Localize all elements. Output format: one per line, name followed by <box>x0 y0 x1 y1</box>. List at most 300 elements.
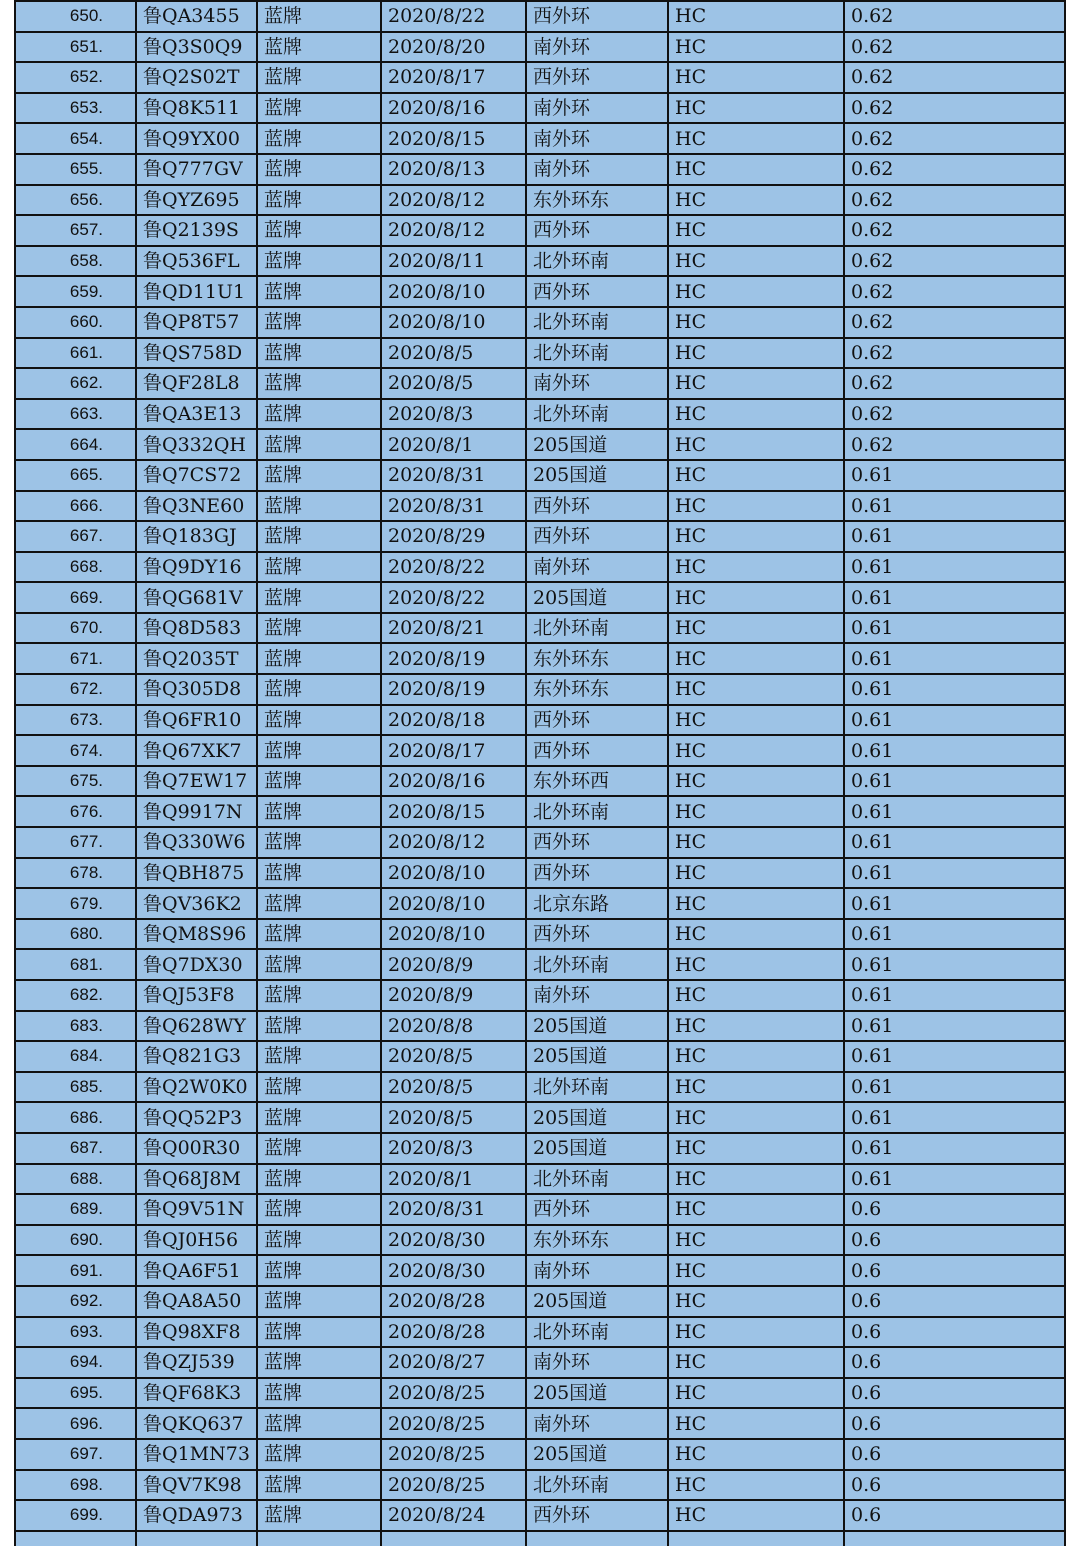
empty-cell <box>257 1531 381 1546</box>
value-cell: 0.62 <box>844 185 1065 216</box>
location-cell: 西外环 <box>526 1500 668 1531</box>
plate-color-cell: 蓝牌 <box>257 368 381 399</box>
value-cell: 0.61 <box>844 674 1065 705</box>
location-cell: 西外环 <box>526 705 668 736</box>
plate-color-cell: 蓝牌 <box>257 552 381 583</box>
row-number-cell: 675. <box>15 766 136 797</box>
location-cell: 北外环南 <box>526 246 668 277</box>
value-cell: 0.62 <box>844 368 1065 399</box>
location-cell: 西外环 <box>526 919 668 950</box>
test-date-cell: 2020/8/25 <box>381 1439 526 1470</box>
pollutant-cell: HC <box>668 1500 844 1531</box>
table-row <box>15 460 1065 491</box>
plate-color-cell: 蓝牌 <box>257 1347 381 1378</box>
plate-color-cell: 蓝牌 <box>257 1102 381 1133</box>
location-cell: 南外环 <box>526 32 668 63</box>
table-row <box>15 1439 1065 1470</box>
row-number-cell: 683. <box>15 1011 136 1042</box>
table-row <box>15 307 1065 338</box>
plate-number-cell: 鲁Q9DY16 <box>136 552 257 583</box>
row-number-cell: 668. <box>15 552 136 583</box>
location-cell: 北外环南 <box>526 1470 668 1501</box>
pollutant-cell: HC <box>668 93 844 124</box>
test-date-cell: 2020/8/24 <box>381 1500 526 1531</box>
plate-number-cell: 鲁QV36K2 <box>136 888 257 919</box>
pollutant-cell: HC <box>668 246 844 277</box>
location-cell: 西外环 <box>526 1194 668 1225</box>
value-cell: 0.62 <box>844 154 1065 185</box>
plate-color-cell: 蓝牌 <box>257 491 381 522</box>
plate-number-cell: 鲁Q6FR10 <box>136 705 257 736</box>
plate-number-cell: 鲁QDA973 <box>136 1500 257 1531</box>
plate-number-cell: 鲁Q7CS72 <box>136 460 257 491</box>
location-cell: 西外环 <box>526 215 668 246</box>
pollutant-cell: HC <box>668 827 844 858</box>
plate-color-cell: 蓝牌 <box>257 246 381 277</box>
test-date-cell: 2020/8/22 <box>381 1 526 32</box>
test-date-cell: 2020/8/31 <box>381 491 526 522</box>
value-cell: 0.6 <box>844 1255 1065 1286</box>
location-cell: 南外环 <box>526 552 668 583</box>
test-date-cell: 2020/8/10 <box>381 919 526 950</box>
pollutant-cell: HC <box>668 858 844 889</box>
pollutant-cell: HC <box>668 1102 844 1133</box>
pollutant-cell: HC <box>668 1225 844 1256</box>
plate-number-cell: 鲁QA3455 <box>136 1 257 32</box>
table-row <box>15 1378 1065 1409</box>
plate-number-cell: 鲁QKQ637 <box>136 1408 257 1439</box>
plate-number-cell: 鲁Q821G3 <box>136 1041 257 1072</box>
table-row <box>15 1347 1065 1378</box>
row-number-cell: 677. <box>15 827 136 858</box>
plate-number-cell: 鲁QA6F51 <box>136 1255 257 1286</box>
plate-color-cell: 蓝牌 <box>257 1317 381 1348</box>
value-cell: 0.61 <box>844 1041 1065 1072</box>
row-number-cell: 653. <box>15 93 136 124</box>
plate-number-cell: 鲁Q330W6 <box>136 827 257 858</box>
table-row <box>15 827 1065 858</box>
value-cell: 0.61 <box>844 705 1065 736</box>
row-number-cell: 686. <box>15 1102 136 1133</box>
value-cell: 0.62 <box>844 307 1065 338</box>
plate-number-cell: 鲁Q2W0K0 <box>136 1072 257 1103</box>
row-number-cell: 682. <box>15 980 136 1011</box>
pollutant-cell: HC <box>668 613 844 644</box>
value-cell: 0.61 <box>844 919 1065 950</box>
plate-color-cell: 蓝牌 <box>257 674 381 705</box>
test-date-cell: 2020/8/8 <box>381 1011 526 1042</box>
table-row <box>15 32 1065 63</box>
plate-color-cell: 蓝牌 <box>257 613 381 644</box>
row-number-cell: 690. <box>15 1225 136 1256</box>
plate-color-cell: 蓝牌 <box>257 858 381 889</box>
row-number-cell: 680. <box>15 919 136 950</box>
table-row <box>15 582 1065 613</box>
plate-color-cell: 蓝牌 <box>257 307 381 338</box>
row-number-cell: 685. <box>15 1072 136 1103</box>
row-number-cell: 660. <box>15 307 136 338</box>
location-cell: 东外环东 <box>526 185 668 216</box>
pollutant-cell: HC <box>668 1347 844 1378</box>
location-cell: 205国道 <box>526 1041 668 1072</box>
plate-color-cell: 蓝牌 <box>257 185 381 216</box>
empty-cell <box>668 1531 844 1546</box>
empty-cell <box>15 1531 136 1546</box>
plate-color-cell: 蓝牌 <box>257 276 381 307</box>
value-cell: 0.6 <box>844 1286 1065 1317</box>
plate-color-cell: 蓝牌 <box>257 338 381 369</box>
value-cell: 0.62 <box>844 32 1065 63</box>
row-number-cell: 693. <box>15 1317 136 1348</box>
row-number-cell: 671. <box>15 643 136 674</box>
plate-number-cell: 鲁Q536FL <box>136 246 257 277</box>
test-date-cell: 2020/8/28 <box>381 1317 526 1348</box>
location-cell: 南外环 <box>526 1408 668 1439</box>
pollutant-cell: HC <box>668 1408 844 1439</box>
value-cell: 0.62 <box>844 1 1065 32</box>
table-row-cut-off <box>15 1531 1065 1546</box>
row-number-cell: 695. <box>15 1378 136 1409</box>
location-cell: 东外环西 <box>526 766 668 797</box>
table-row <box>15 215 1065 246</box>
plate-number-cell: 鲁QF28L8 <box>136 368 257 399</box>
empty-cell <box>526 1531 668 1546</box>
pollutant-cell: HC <box>668 705 844 736</box>
test-date-cell: 2020/8/5 <box>381 338 526 369</box>
plate-color-cell: 蓝牌 <box>257 705 381 736</box>
test-date-cell: 2020/8/27 <box>381 1347 526 1378</box>
test-date-cell: 2020/8/1 <box>381 429 526 460</box>
location-cell: 205国道 <box>526 1102 668 1133</box>
plate-number-cell: 鲁Q8D583 <box>136 613 257 644</box>
location-cell: 205国道 <box>526 460 668 491</box>
plate-color-cell: 蓝牌 <box>257 1378 381 1409</box>
value-cell: 0.61 <box>844 949 1065 980</box>
plate-color-cell: 蓝牌 <box>257 1500 381 1531</box>
plate-color-cell: 蓝牌 <box>257 919 381 950</box>
location-cell: 北外环南 <box>526 1317 668 1348</box>
row-number-cell: 689. <box>15 1194 136 1225</box>
plate-color-cell: 蓝牌 <box>257 1194 381 1225</box>
plate-number-cell: 鲁Q3NE60 <box>136 491 257 522</box>
test-date-cell: 2020/8/28 <box>381 1286 526 1317</box>
value-cell: 0.61 <box>844 1072 1065 1103</box>
value-cell: 0.61 <box>844 521 1065 552</box>
row-number-cell: 663. <box>15 399 136 430</box>
pollutant-cell: HC <box>668 796 844 827</box>
test-date-cell: 2020/8/10 <box>381 307 526 338</box>
location-cell: 205国道 <box>526 582 668 613</box>
table-row <box>15 276 1065 307</box>
table-row <box>15 185 1065 216</box>
plate-color-cell: 蓝牌 <box>257 1286 381 1317</box>
table-row <box>15 1286 1065 1317</box>
plate-number-cell: 鲁Q00R30 <box>136 1133 257 1164</box>
table-row <box>15 1194 1065 1225</box>
plate-number-cell: 鲁QJ53F8 <box>136 980 257 1011</box>
test-date-cell: 2020/8/18 <box>381 705 526 736</box>
pollutant-cell: HC <box>668 1164 844 1195</box>
pollutant-cell: HC <box>668 1317 844 1348</box>
test-date-cell: 2020/8/12 <box>381 185 526 216</box>
location-cell: 205国道 <box>526 1286 668 1317</box>
value-cell: 0.6 <box>844 1194 1065 1225</box>
test-date-cell: 2020/8/17 <box>381 735 526 766</box>
value-cell: 0.61 <box>844 1102 1065 1133</box>
row-number-cell: 657. <box>15 215 136 246</box>
location-cell: 205国道 <box>526 1439 668 1470</box>
pollutant-cell: HC <box>668 521 844 552</box>
value-cell: 0.61 <box>844 491 1065 522</box>
location-cell: 西外环 <box>526 858 668 889</box>
table-row <box>15 949 1065 980</box>
value-cell: 0.6 <box>844 1408 1065 1439</box>
test-date-cell: 2020/8/5 <box>381 1102 526 1133</box>
pollutant-cell: HC <box>668 399 844 430</box>
table-row <box>15 796 1065 827</box>
pollutant-cell: HC <box>668 735 844 766</box>
table-row <box>15 429 1065 460</box>
value-cell: 0.61 <box>844 858 1065 889</box>
table-row <box>15 858 1065 889</box>
plate-number-cell: 鲁Q183GJ <box>136 521 257 552</box>
test-date-cell: 2020/8/31 <box>381 460 526 491</box>
row-number-cell: 687. <box>15 1133 136 1164</box>
value-cell: 0.61 <box>844 613 1065 644</box>
plate-color-cell: 蓝牌 <box>257 888 381 919</box>
test-date-cell: 2020/8/16 <box>381 766 526 797</box>
location-cell: 北外环南 <box>526 796 668 827</box>
table-row <box>15 1317 1065 1348</box>
row-number-cell: 658. <box>15 246 136 277</box>
table-row <box>15 154 1065 185</box>
test-date-cell: 2020/8/5 <box>381 1041 526 1072</box>
plate-number-cell: 鲁Q3S0Q9 <box>136 32 257 63</box>
test-date-cell: 2020/8/29 <box>381 521 526 552</box>
plate-color-cell: 蓝牌 <box>257 429 381 460</box>
plate-color-cell: 蓝牌 <box>257 796 381 827</box>
plate-color-cell: 蓝牌 <box>257 399 381 430</box>
plate-number-cell: 鲁Q2139S <box>136 215 257 246</box>
location-cell: 北外环南 <box>526 338 668 369</box>
plate-color-cell: 蓝牌 <box>257 123 381 154</box>
plate-number-cell: 鲁QV7K98 <box>136 1470 257 1501</box>
row-number-cell: 681. <box>15 949 136 980</box>
test-date-cell: 2020/8/10 <box>381 276 526 307</box>
test-date-cell: 2020/8/30 <box>381 1225 526 1256</box>
test-date-cell: 2020/8/1 <box>381 1164 526 1195</box>
plate-color-cell: 蓝牌 <box>257 93 381 124</box>
value-cell: 0.62 <box>844 215 1065 246</box>
location-cell: 205国道 <box>526 429 668 460</box>
location-cell: 东外环东 <box>526 674 668 705</box>
plate-number-cell: 鲁Q2035T <box>136 643 257 674</box>
plate-color-cell: 蓝牌 <box>257 1072 381 1103</box>
row-number-cell: 694. <box>15 1347 136 1378</box>
test-date-cell: 2020/8/25 <box>381 1470 526 1501</box>
empty-cell <box>844 1531 1065 1546</box>
test-date-cell: 2020/8/16 <box>381 93 526 124</box>
location-cell: 北外环南 <box>526 399 668 430</box>
plate-color-cell: 蓝牌 <box>257 1133 381 1164</box>
location-cell: 西外环 <box>526 1 668 32</box>
plate-color-cell: 蓝牌 <box>257 1041 381 1072</box>
table-row <box>15 919 1065 950</box>
test-date-cell: 2020/8/30 <box>381 1255 526 1286</box>
table-body <box>15 1 1065 1546</box>
plate-color-cell: 蓝牌 <box>257 827 381 858</box>
table-row <box>15 521 1065 552</box>
table-row <box>15 613 1065 644</box>
row-number-cell: 659. <box>15 276 136 307</box>
value-cell: 0.61 <box>844 766 1065 797</box>
location-cell: 南外环 <box>526 123 668 154</box>
row-number-cell: 697. <box>15 1439 136 1470</box>
pollutant-cell: HC <box>668 460 844 491</box>
row-number-cell: 679. <box>15 888 136 919</box>
table-row <box>15 643 1065 674</box>
plate-number-cell: 鲁QM8S96 <box>136 919 257 950</box>
pollutant-cell: HC <box>668 62 844 93</box>
value-cell: 0.62 <box>844 338 1065 369</box>
row-number-cell: 674. <box>15 735 136 766</box>
row-number-cell: 672. <box>15 674 136 705</box>
plate-number-cell: 鲁Q9917N <box>136 796 257 827</box>
value-cell: 0.62 <box>844 399 1065 430</box>
table-row <box>15 1011 1065 1042</box>
pollutant-cell: HC <box>668 1 844 32</box>
value-cell: 0.62 <box>844 276 1065 307</box>
test-date-cell: 2020/8/15 <box>381 123 526 154</box>
empty-cell <box>381 1531 526 1546</box>
pollutant-cell: HC <box>668 1194 844 1225</box>
pollutant-cell: HC <box>668 582 844 613</box>
value-cell: 0.61 <box>844 827 1065 858</box>
row-number-cell: 696. <box>15 1408 136 1439</box>
value-cell: 0.61 <box>844 552 1065 583</box>
plate-color-cell: 蓝牌 <box>257 949 381 980</box>
pollutant-cell: HC <box>668 1255 844 1286</box>
pollutant-cell: HC <box>668 1011 844 1042</box>
plate-color-cell: 蓝牌 <box>257 1470 381 1501</box>
plate-number-cell: 鲁Q305D8 <box>136 674 257 705</box>
table-row <box>15 1408 1065 1439</box>
plate-number-cell: 鲁QF68K3 <box>136 1378 257 1409</box>
value-cell: 0.62 <box>844 93 1065 124</box>
value-cell: 0.62 <box>844 123 1065 154</box>
pollutant-cell: HC <box>668 949 844 980</box>
table-row <box>15 62 1065 93</box>
plate-color-cell: 蓝牌 <box>257 32 381 63</box>
test-date-cell: 2020/8/17 <box>381 62 526 93</box>
row-number-cell: 667. <box>15 521 136 552</box>
plate-color-cell: 蓝牌 <box>257 1225 381 1256</box>
plate-number-cell: 鲁QJ0H56 <box>136 1225 257 1256</box>
plate-number-cell: 鲁Q7DX30 <box>136 949 257 980</box>
plate-number-cell: 鲁Q2S02T <box>136 62 257 93</box>
pollutant-cell: HC <box>668 919 844 950</box>
value-cell: 0.6 <box>844 1378 1065 1409</box>
plate-number-cell: 鲁Q7EW17 <box>136 766 257 797</box>
table-row <box>15 1255 1065 1286</box>
table-row <box>15 705 1065 736</box>
test-date-cell: 2020/8/22 <box>381 582 526 613</box>
location-cell: 西外环 <box>526 491 668 522</box>
location-cell: 北外环南 <box>526 1164 668 1195</box>
location-cell: 西外环 <box>526 276 668 307</box>
value-cell: 0.61 <box>844 796 1065 827</box>
plate-number-cell: 鲁QBH875 <box>136 858 257 889</box>
value-cell: 0.62 <box>844 246 1065 277</box>
row-number-cell: 669. <box>15 582 136 613</box>
location-cell: 东外环东 <box>526 1225 668 1256</box>
test-date-cell: 2020/8/19 <box>381 643 526 674</box>
row-number-cell: 678. <box>15 858 136 889</box>
test-date-cell: 2020/8/9 <box>381 980 526 1011</box>
pollutant-cell: HC <box>668 307 844 338</box>
plate-color-cell: 蓝牌 <box>257 735 381 766</box>
test-date-cell: 2020/8/10 <box>381 888 526 919</box>
pollutant-cell: HC <box>668 32 844 63</box>
plate-color-cell: 蓝牌 <box>257 1 381 32</box>
value-cell: 0.6 <box>844 1439 1065 1470</box>
table-row <box>15 1470 1065 1501</box>
row-number-cell: 662. <box>15 368 136 399</box>
row-number-cell: 673. <box>15 705 136 736</box>
plate-color-cell: 蓝牌 <box>257 1164 381 1195</box>
plate-number-cell: 鲁QS758D <box>136 338 257 369</box>
table-row <box>15 399 1065 430</box>
row-number-cell: 652. <box>15 62 136 93</box>
row-number-cell: 656. <box>15 185 136 216</box>
location-cell: 北外环南 <box>526 307 668 338</box>
location-cell: 西外环 <box>526 521 668 552</box>
location-cell: 南外环 <box>526 1347 668 1378</box>
pollutant-cell: HC <box>668 643 844 674</box>
plate-color-cell: 蓝牌 <box>257 1439 381 1470</box>
pollutant-cell: HC <box>668 1072 844 1103</box>
plate-number-cell: 鲁Q98XF8 <box>136 1317 257 1348</box>
table-row <box>15 1225 1065 1256</box>
pollutant-cell: HC <box>668 338 844 369</box>
plate-color-cell: 蓝牌 <box>257 1011 381 1042</box>
row-number-cell: 665. <box>15 460 136 491</box>
plate-color-cell: 蓝牌 <box>257 460 381 491</box>
plate-color-cell: 蓝牌 <box>257 1255 381 1286</box>
test-date-cell: 2020/8/21 <box>381 613 526 644</box>
location-cell: 北外环南 <box>526 949 668 980</box>
pollutant-cell: HC <box>668 276 844 307</box>
test-date-cell: 2020/8/11 <box>381 246 526 277</box>
pollutant-cell: HC <box>668 1286 844 1317</box>
value-cell: 0.61 <box>844 980 1065 1011</box>
table-row <box>15 735 1065 766</box>
test-date-cell: 2020/8/13 <box>381 154 526 185</box>
plate-number-cell: 鲁Q1MN73 <box>136 1439 257 1470</box>
pollutant-cell: HC <box>668 491 844 522</box>
location-cell: 205国道 <box>526 1378 668 1409</box>
row-number-cell: 684. <box>15 1041 136 1072</box>
plate-number-cell: 鲁QD11U1 <box>136 276 257 307</box>
table-row <box>15 888 1065 919</box>
table-row <box>15 552 1065 583</box>
location-cell: 西外环 <box>526 827 668 858</box>
value-cell: 0.62 <box>844 429 1065 460</box>
value-cell: 0.61 <box>844 1164 1065 1195</box>
value-cell: 0.6 <box>844 1317 1065 1348</box>
test-date-cell: 2020/8/12 <box>381 827 526 858</box>
pollutant-cell: HC <box>668 552 844 583</box>
